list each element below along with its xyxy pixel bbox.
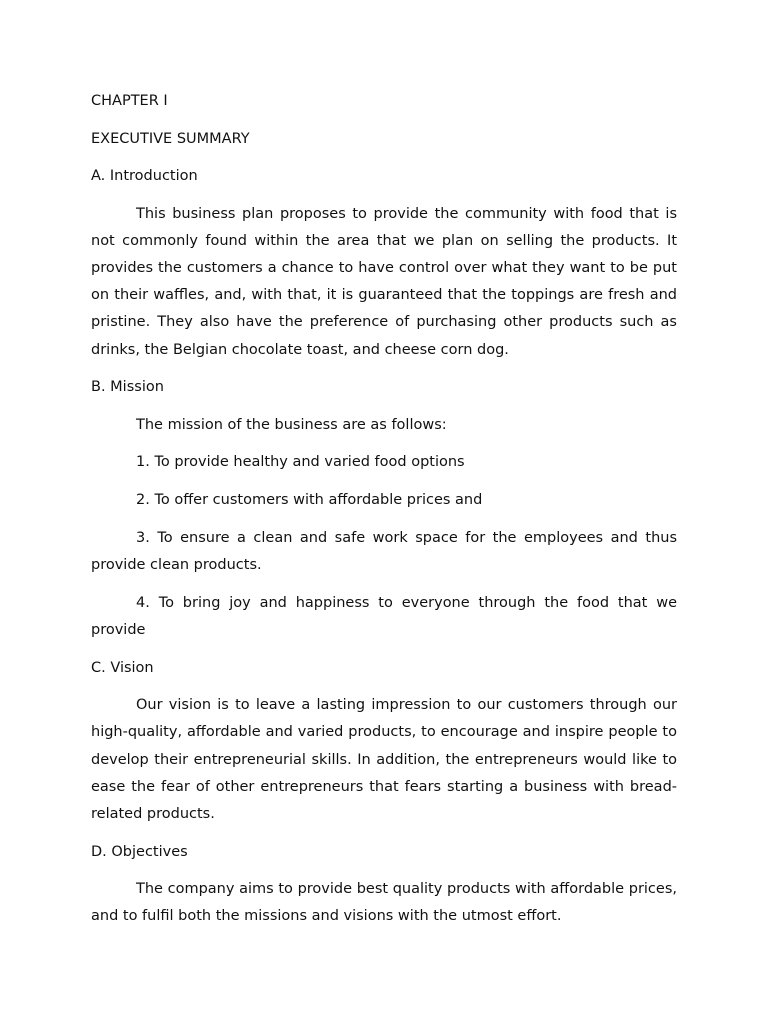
mission-intro: The mission of the business are as follows: [136, 416, 447, 433]
document-title: EXECUTIVE SUMMARY [91, 130, 250, 147]
mission-item: 2. To offer customers with affordable prices and [136, 492, 483, 509]
section-heading-mission: B. Mission [91, 379, 164, 396]
mission-item: 1. To provide healthy and varied food options [136, 454, 465, 471]
document-page [91, 88, 677, 941]
objectives-paragraph: The company aims to provide best quality products with affordable prices, and to fulfil both the missions and visions with the utmost effort. [91, 881, 677, 925]
section-heading-introduction: A. Introduction [91, 168, 198, 184]
introduction-paragraph: This business plan proposes to provide the community with food that is not commonly found within the area that we plan on selling the products. It provides the customers a chance to have control over what they want to be put on their waffles, and, with that, it is guaranteed that the toppings are fresh and pristine. They also have the preference of purchasing other products such as drinks, the Belgian chocolate toast, and cheese corn dog. [91, 205, 677, 358]
section-heading-objectives: D. Objectives [91, 843, 188, 860]
mission-item: 4. To bring joy and happiness to everyone through the food that we provide [91, 594, 677, 638]
vision-paragraph: Our vision is to leave a lasting impression to our customers through our high-quality, affordable and varied products, to encourage and inspire people to develop their entrepreneurial skills. In addition, the entrepreneurs would like to ease the fear of other entrepreneurs that fears starting a business with bread-related products. [91, 697, 677, 822]
mission-item: 3. To ensure a clean and safe work space for the employees and thus provide clean products. [91, 529, 677, 574]
chapter-label: CHAPTER I [91, 93, 168, 109]
section-heading-vision: C. Vision [91, 659, 154, 676]
